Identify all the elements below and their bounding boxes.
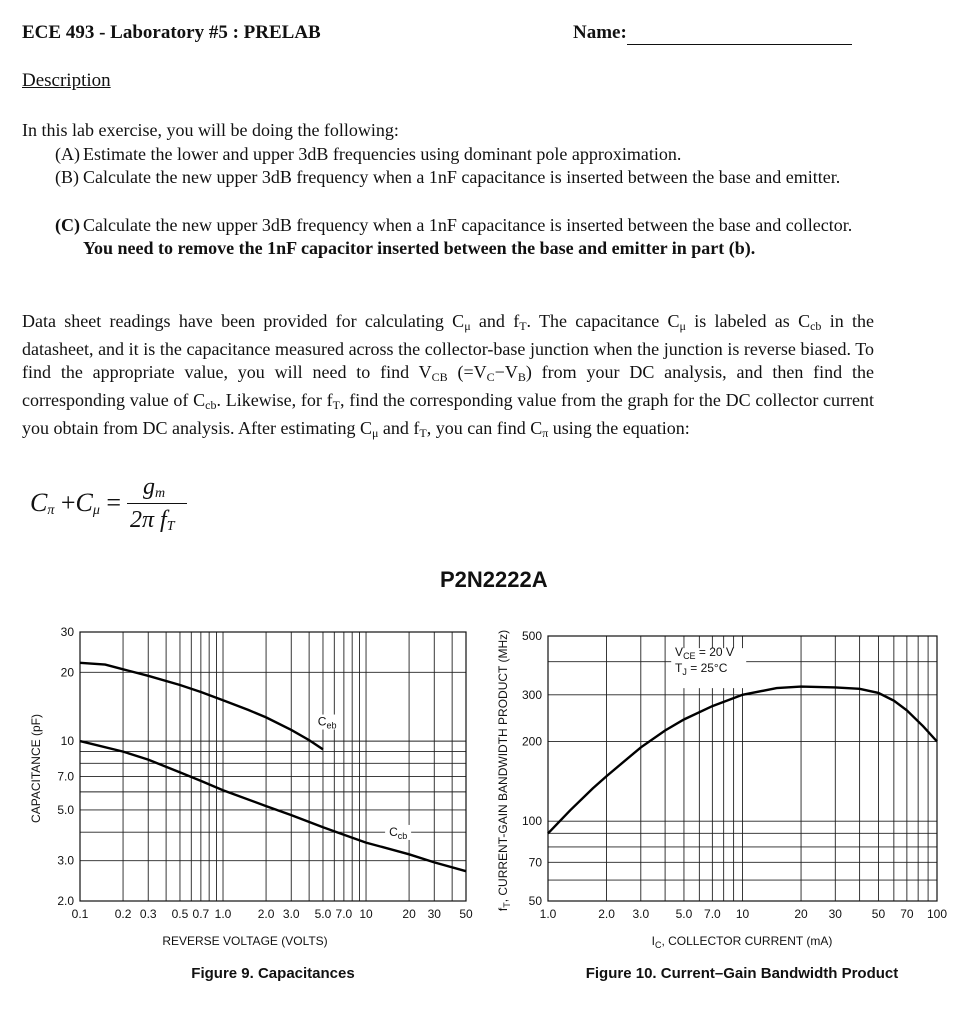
fig10-x-tick-label: 50 bbox=[871, 907, 886, 921]
fig10-x-tick-label: 100 bbox=[926, 907, 948, 921]
equation-denominator: 2π $f_T$ bbox=[130, 507, 175, 534]
fig10-x-tick-label: 5.0 bbox=[675, 907, 693, 921]
fig9-x-tick-label: 30 bbox=[427, 907, 441, 921]
fig10-annotation-tj: $T_J = 25^\circ C$ bbox=[675, 661, 728, 678]
fig9-x-tick-label: 0.2 bbox=[114, 907, 132, 921]
fig9-x-tick-label: 3.0 bbox=[282, 907, 300, 921]
fig10-x-tick-label: 1.0 bbox=[539, 907, 557, 921]
fig9-x-tick-label: 0.1 bbox=[71, 907, 89, 921]
fig10-x-tick-label: 20 bbox=[794, 907, 808, 921]
fig9-x-tick-label: 0.5 bbox=[171, 907, 189, 921]
equation-numerator: $g_m$ bbox=[143, 474, 166, 501]
list-label-a: (A) bbox=[55, 144, 80, 164]
fig10-x-tick-label: 2.0 bbox=[598, 907, 615, 921]
list-text-c: Calculate the new upper 3dB frequency when a 1nF capacitance is inserted between the base and collector. bbox=[83, 215, 853, 235]
fig9-x-tick-label: 1.0 bbox=[214, 907, 232, 921]
fig9-title: Figure 9. Capacitances bbox=[191, 965, 355, 982]
fig9-y-tick-label: 7.0 bbox=[57, 769, 74, 784]
fig10-x-tick-label: 3.0 bbox=[632, 907, 650, 921]
fig10-title: Figure 10. Current–Gain Bandwidth Product bbox=[585, 965, 899, 982]
fig9-x-tick-label: 0.3 bbox=[139, 907, 157, 921]
fig9-series-line-Ceb bbox=[80, 663, 323, 750]
description-heading: Description bbox=[22, 70, 111, 91]
list-text-b: Calculate the new upper 3dB frequency when a 1nF capacitance is inserted between the base and emitter. bbox=[83, 167, 841, 187]
list-text-c-bold: You need to remove the 1nF capacitor inserted between the base and emitter in part (b). bbox=[83, 238, 756, 258]
figure9-chart bbox=[29, 625, 473, 982]
fig9-x-tick-label: 10 bbox=[359, 907, 373, 921]
name-field-label: Name: bbox=[573, 22, 627, 43]
datasheet-paragraph: Data sheet readings have been provided for calculating $C_\mu$ and $f_T$. The capacitance $C_\mu$ is labeled as $C_{cb}$ in the datasheet, and it is the capacitance measured across the collector-base junction when the junction is reverse biased. To find the appropriate value, you will need to find $V_{CB}$ $(=V_C-V_B)$ from your DC analysis, and then find the corresponding value of $C_{cb}$. Likewise, for $f_T$, find the corresponding value from the graph for the DC collector current you obtain from DC analysis. After estimating $C_\mu$ and $f_T$, you can find $C_\pi$ using the equation: bbox=[22, 311, 875, 440]
fig9-series-label-Ceb: $C_{eb}$ bbox=[317, 714, 337, 731]
fig9-y-tick-label: 3.0 bbox=[57, 853, 74, 868]
fig10-y-tick-label: 200 bbox=[521, 734, 542, 749]
datasheet-title: P2N2222A bbox=[440, 567, 548, 592]
fig10-y-tick-label: 300 bbox=[521, 687, 542, 702]
equation-lhs: $C_\pi +C_\mu$ = bbox=[30, 488, 122, 518]
fig9-y-tick-label: 2.0 bbox=[57, 894, 74, 908]
fig10-x-tick-label: 7.0 bbox=[704, 907, 721, 921]
fig10-x-tick-label: 70 bbox=[900, 907, 914, 921]
fig10-y-axis-label: $f_T$, CURRENT-GAIN BANDWIDTH PRODUCT (MHz) bbox=[496, 629, 512, 912]
fig9-x-tick-label: 7.0 bbox=[335, 907, 353, 921]
fig9-y-tick-label: 10 bbox=[60, 734, 74, 749]
fig10-x-axis-label: $I_C$, COLLECTOR CURRENT (mA) bbox=[651, 934, 833, 950]
fig10-x-tick-label: 30 bbox=[828, 907, 842, 921]
fig9-x-tick-label: 5.0 bbox=[314, 907, 332, 921]
list-label-c: (C) bbox=[55, 215, 80, 235]
fig10-y-tick-label: 70 bbox=[528, 855, 542, 870]
list-label-b: (B) bbox=[55, 167, 79, 187]
fig9-y-tick-label: 5.0 bbox=[57, 802, 74, 817]
fig9-x-axis-label: REVERSE VOLTAGE (VOLTS) bbox=[162, 934, 328, 948]
fig9-x-tick-label: 2.0 bbox=[257, 907, 275, 921]
fig10-y-tick-label: 50 bbox=[528, 894, 542, 908]
fig10-y-tick-label: 100 bbox=[521, 814, 542, 829]
fig9-series-label-Ccb: $C_{cb}$ bbox=[389, 824, 408, 841]
fig10-annotation-vce: $V_{CE} = 20$ V bbox=[675, 645, 734, 662]
fig9-y-tick-label: 30 bbox=[60, 625, 74, 639]
fig9-series-line-Ccb bbox=[80, 741, 466, 871]
fig9-y-axis-label: CAPACITANCE (pF) bbox=[29, 714, 43, 823]
document-title: ECE 493 - Laboratory #5 : PRELAB bbox=[22, 22, 321, 43]
fig9-x-tick-label: 0.7 bbox=[192, 907, 210, 921]
fig9-y-tick-label: 20 bbox=[60, 665, 74, 680]
fig10-x-tick-label: 10 bbox=[735, 907, 750, 921]
figure10-chart bbox=[496, 629, 947, 982]
intro-text: In this lab exercise, you will be doing the following: bbox=[22, 120, 399, 140]
fig10-y-tick-label: 500 bbox=[521, 629, 542, 643]
list-text-a: Estimate the lower and upper 3dB frequencies using dominant pole approximation. bbox=[83, 144, 682, 164]
fig9-x-tick-label: 20 bbox=[402, 907, 416, 921]
fig9-x-tick-label: 50 bbox=[459, 907, 473, 921]
